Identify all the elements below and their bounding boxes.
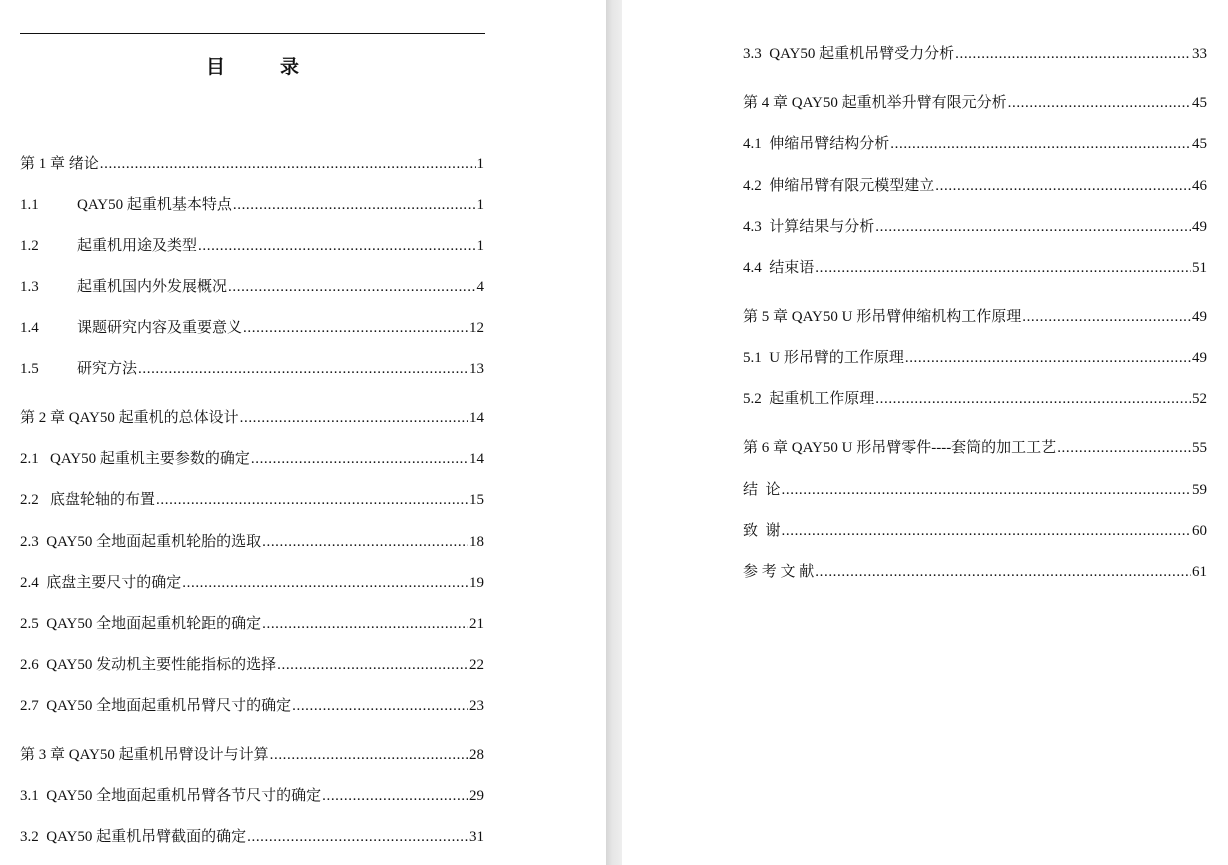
toc-entry-page: 31 <box>469 829 484 845</box>
toc-entry-page: 13 <box>469 361 484 377</box>
toc-entry-page: 45 <box>1192 136 1207 152</box>
toc-entry-text: 参 考 文 献 <box>743 564 815 580</box>
toc-entry-page: 46 <box>1192 178 1207 194</box>
toc-entry[interactable] <box>20 532 484 552</box>
toc-entry-page: 12 <box>469 320 484 336</box>
toc-entry-text: 第 1 章 绪论 <box>20 156 99 172</box>
dot-leader <box>228 277 475 297</box>
dot-leader <box>955 44 1191 64</box>
toc-entry-text: 4.3 计算结果与分析 <box>743 219 875 235</box>
toc-entry-page: 49 <box>1192 309 1207 325</box>
toc-entry-page: 45 <box>1192 95 1207 111</box>
dot-leader <box>782 480 1191 500</box>
toc-entry-page: 60 <box>1192 523 1207 539</box>
dot-leader <box>890 134 1191 154</box>
dot-leader <box>815 258 1191 278</box>
toc-entry-text: 第 2 章 QAY50 起重机的总体设计 <box>20 410 239 426</box>
toc-entry[interactable] <box>743 93 1207 113</box>
toc-entry-text: 2.1 QAY50 起重机主要参数的确定 <box>20 451 250 467</box>
page-gutter <box>606 0 622 865</box>
toc-entry-number: 1.2 <box>20 238 39 254</box>
toc-entry[interactable] <box>20 655 484 675</box>
toc-entry-text: 4.2 伸缩吊臂有限元模型建立 <box>743 178 935 194</box>
toc-entry-page: 22 <box>469 657 484 673</box>
toc-entry-page: 55 <box>1192 440 1207 456</box>
toc-entry[interactable] <box>743 562 1207 582</box>
dot-leader <box>138 359 468 379</box>
toc-entry-text: 第 3 章 QAY50 起重机吊臂设计与计算 <box>20 747 269 763</box>
toc-entry-page: 29 <box>469 788 484 804</box>
dot-leader <box>262 532 468 552</box>
dot-leader <box>247 827 468 847</box>
toc-entry-text: 3.1 QAY50 全地面起重机吊臂各节尺寸的确定 <box>20 788 322 804</box>
toc-entry-page: 14 <box>469 451 484 467</box>
toc-entry-page: 23 <box>469 698 484 714</box>
dot-leader <box>322 786 468 806</box>
dot-leader <box>1057 438 1191 458</box>
dot-leader <box>875 217 1191 237</box>
toc-entry[interactable] <box>20 277 484 297</box>
dot-leader <box>905 348 1191 368</box>
toc-entry[interactable] <box>743 258 1207 278</box>
toc-entry[interactable] <box>20 449 484 469</box>
dot-leader <box>1008 93 1191 113</box>
toc-entry-text: 2.3 QAY50 全地面起重机轮胎的选取 <box>20 534 262 550</box>
toc-entry[interactable] <box>743 176 1207 196</box>
toc-entry-page: 14 <box>469 410 484 426</box>
toc-entry-text: 2.5 QAY50 全地面起重机轮距的确定 <box>20 616 262 632</box>
toc-entry[interactable] <box>20 408 484 428</box>
toc-entry[interactable] <box>20 786 484 806</box>
toc-entry-page: 28 <box>469 747 484 763</box>
toc-entry-number: 1.3 <box>20 279 39 295</box>
toc-entry-page: 15 <box>469 492 484 508</box>
toc-entry[interactable] <box>743 307 1207 327</box>
toc-entry-number: 1.4 <box>20 320 39 336</box>
dot-leader <box>156 490 468 510</box>
dot-leader <box>875 389 1191 409</box>
toc-entry-page: 1 <box>476 238 484 254</box>
dot-leader <box>815 562 1191 582</box>
toc-entry-number: 1.1 <box>20 197 39 213</box>
toc-entry-text: 起重机国内外发展概况 <box>77 279 228 295</box>
toc-entry-text: 2.4 底盘主要尺寸的确定 <box>20 575 182 591</box>
dot-leader <box>782 521 1191 541</box>
toc-entry-text: 第 5 章 QAY50 U 形吊臂伸缩机构工作原理 <box>743 309 1022 325</box>
toc-entry-page: 1 <box>476 156 484 172</box>
toc-entry-page: 52 <box>1192 391 1207 407</box>
toc-entry-text: QAY50 起重机基本特点 <box>77 197 232 213</box>
dot-leader <box>240 408 468 428</box>
toc-entry-page: 19 <box>469 575 484 591</box>
toc-entry-text: 5.1 U 形吊臂的工作原理 <box>743 350 904 366</box>
toc-entry-page: 51 <box>1192 260 1207 276</box>
toc-entry-page: 61 <box>1192 564 1207 580</box>
toc-entry[interactable] <box>20 490 484 510</box>
dot-leader <box>182 573 468 593</box>
toc-entry-page: 21 <box>469 616 484 632</box>
toc-entry[interactable] <box>20 827 484 847</box>
toc-entry-text: 4.1 伸缩吊臂结构分析 <box>743 136 890 152</box>
toc-entry[interactable] <box>20 745 484 765</box>
toc-entry-text: 5.2 起重机工作原理 <box>743 391 875 407</box>
toc-entry-text: 3.3 QAY50 起重机吊臂受力分析 <box>743 46 955 62</box>
dot-leader <box>243 318 468 338</box>
toc-entry[interactable] <box>743 217 1207 237</box>
toc-entry-page: 59 <box>1192 482 1207 498</box>
toc-entry-text: 3.2 QAY50 起重机吊臂截面的确定 <box>20 829 247 845</box>
toc-entry[interactable] <box>20 195 484 215</box>
toc-entry-text: 研究方法 <box>77 361 138 377</box>
toc-entry-page: 4 <box>476 279 484 295</box>
dot-leader <box>198 236 475 256</box>
toc-entry[interactable] <box>20 696 484 716</box>
page-right <box>622 0 1228 865</box>
toc-entry[interactable] <box>20 359 484 379</box>
toc-entry-page: 18 <box>469 534 484 550</box>
toc-entry-page: 49 <box>1192 219 1207 235</box>
toc-entry-text: 第 6 章 QAY50 U 形吊臂零件----套筒的加工工艺 <box>743 440 1057 456</box>
dot-leader <box>100 154 476 174</box>
dot-leader <box>233 195 476 215</box>
dot-leader <box>292 696 468 716</box>
toc-entry-text: 起重机用途及类型 <box>77 238 198 254</box>
toc-entry[interactable] <box>743 438 1207 458</box>
toc-entry[interactable] <box>743 521 1207 541</box>
dot-leader <box>251 449 468 469</box>
toc-entry-text: 4.4 结束语 <box>743 260 815 276</box>
toc-entry-page: 33 <box>1192 46 1207 62</box>
dot-leader <box>277 655 468 675</box>
toc-entry[interactable] <box>743 44 1207 64</box>
toc-entry[interactable] <box>20 573 484 593</box>
toc-title: 目 录 <box>205 56 317 78</box>
toc-entry[interactable] <box>20 154 484 174</box>
dot-leader <box>270 745 468 765</box>
toc-entry[interactable] <box>20 318 484 338</box>
toc-entry-page: 1 <box>476 197 484 213</box>
toc-entry-text: 2.2 底盘轮轴的布置 <box>20 492 156 508</box>
toc-entry-text: 结 论 <box>743 482 781 498</box>
toc-entry[interactable] <box>743 389 1207 409</box>
toc-entry[interactable] <box>743 134 1207 154</box>
toc-entry-text: 2.7 QAY50 全地面起重机吊臂尺寸的确定 <box>20 698 292 714</box>
toc-entry-text: 课题研究内容及重要意义 <box>77 320 243 336</box>
dot-leader <box>262 614 468 634</box>
toc-entry-page: 49 <box>1192 350 1207 366</box>
toc-entry-text: 致 谢 <box>743 523 781 539</box>
toc-entry[interactable] <box>743 348 1207 368</box>
header-rule <box>20 33 485 34</box>
toc-entry-text: 2.6 QAY50 发动机主要性能指标的选择 <box>20 657 277 673</box>
toc-entry-text: 第 4 章 QAY50 起重机举升臂有限元分析 <box>743 95 1007 111</box>
toc-entry[interactable] <box>743 480 1207 500</box>
dot-leader <box>935 176 1191 196</box>
dot-leader <box>1022 307 1191 327</box>
toc-entry[interactable] <box>20 236 484 256</box>
toc-entry-number: 1.5 <box>20 361 39 377</box>
toc-entry[interactable] <box>20 614 484 634</box>
page-left <box>0 0 606 865</box>
